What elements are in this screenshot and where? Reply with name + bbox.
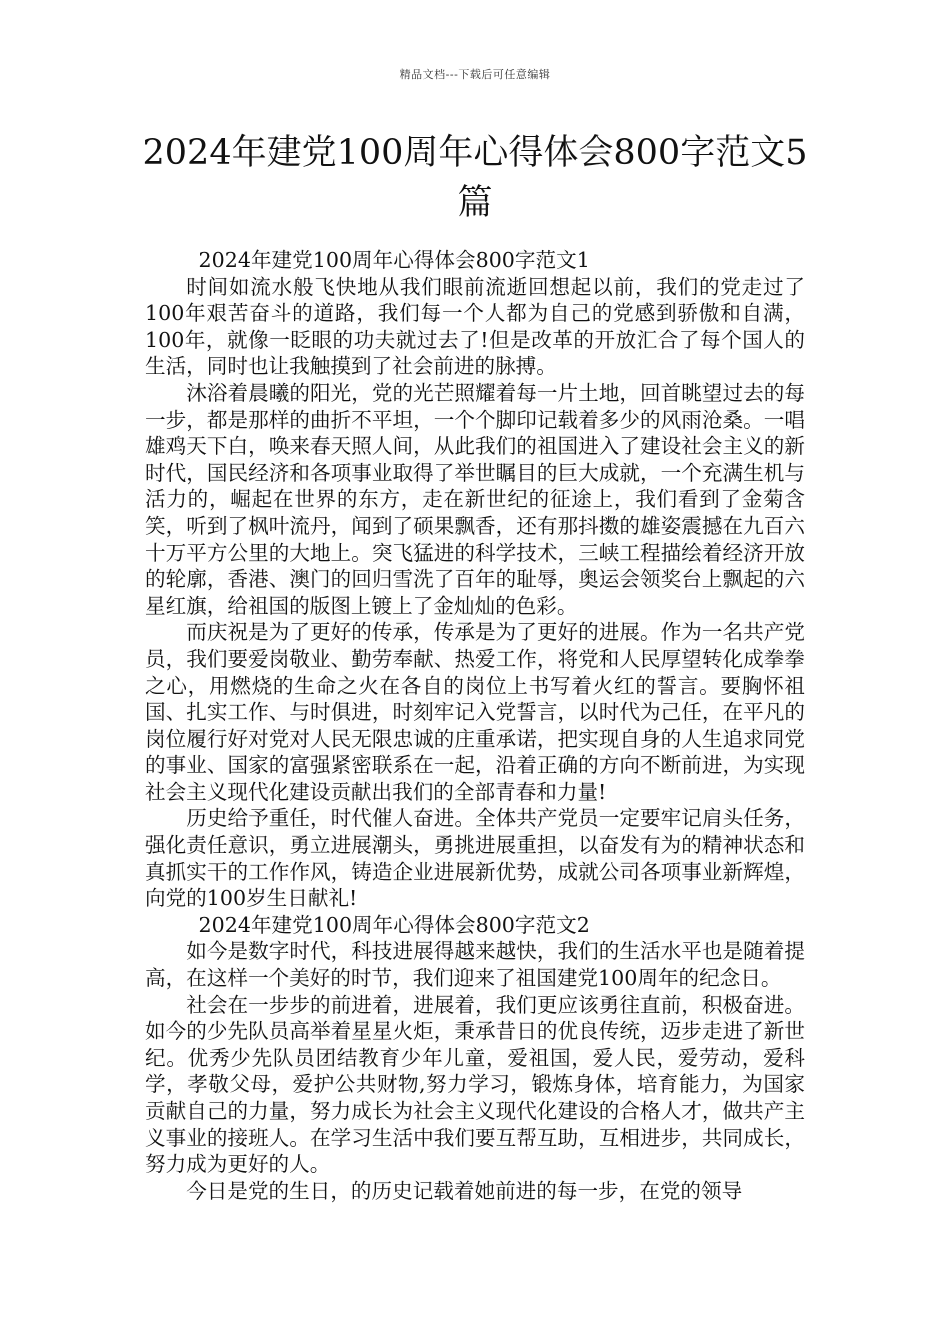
paragraph: 而庆祝是为了更好的传承，传承是为了更好的进展。作为一名共产党员，我们要爱岗敬业、勤劳奉献、热爱工作，将党和人民厚望转化成拳拳之心，用燃烧的生命之火在各自的岗位上书写着火红的誓言。要胸怀祖国、扎实工作、与时俱进，时刻牢记入党誓言，以时代为己任，在平凡的岗位履行好对党对人民无限忠诚的庄重承诺，把实现自身的人生追求同党的事业、国家的富强紧密联系在一起，沿着正确的方向不断前进，为实现社会主义现代化建设贡献出我们的全部青春和力量! [145, 620, 805, 804]
document-title: 2024年建党100周年心得体会800字范文5篇 [142, 133, 808, 223]
paragraph: 历史给予重任，时代催人奋进。全体共产党员一定要牢记肩头任务，强化责任意识，勇立进展潮头，勇挑进展重担，以奋发有为的精神状态和真抓实干的工作作风，铸造企业进展新优势，成就公司各项事业新辉煌，向党的100岁生日献礼! [145, 806, 805, 911]
section-title: 2024年建党100周年心得体会800字范文2 [198, 912, 590, 937]
paragraph: 时间如流水般飞快地从我们眼前流逝回想起以前，我们的党走过了100年艰苦奋斗的道路，我们每一个人都为自己的党感到骄傲和自满，100年，就像一眨眼的功夫就过去了!但是改革的开放汇合了每个国人的生活，同时也让我触摸到了社会前进的脉搏。 [145, 274, 805, 379]
paragraph: 社会在一步步的前进着，进展着，我们更应该勇往直前，积极奋进。如今的少先队员高举着星星火炬，秉承昔日的优良传统，迈步走进了新世纪。优秀少先队员团结教育少年儿童，爱祖国，爱人民，爱劳动，爱科学，孝敬父母，爱护公共财物,努力学习，锻炼身体，培育能力，为国家贡献自己的力量，努力成长为社会主义现代化建设的合格人才，做共产主义事业的接班人。在学习生活中我们要互帮互助，互相进步，共同成长，努力成为更好的人。 [145, 992, 805, 1177]
paragraph: 今日是党的生日，的历史记载着她前进的每一步，在党的领导 [186, 1178, 743, 1203]
document-body [145, 247, 805, 1204]
header-note: 精品文档---下载后可任意编辑 [399, 68, 551, 81]
paragraph: 沐浴着晨曦的阳光，党的光芒照耀着每一片土地，回首眺望过去的每一步，都是那样的曲折不平坦，一个个脚印记载着多少的风雨沧桑。一唱雄鸡天下白，唤来春天照人间，从此我们的祖国进入了建设社会主义的新时代，国民经济和各项事业取得了举世瞩目的巨大成就，一个充满生机与活力的，崛起在世界的东方，走在新世纪的征途上，我们看到了金菊含笑，听到了枫叶流丹，闻到了硕果飘香，还有那抖擞的雄姿震撼在九百六十万平方公里的大地上。突飞猛进的科学技术，三峡工程描绘着经济开放的轮廓，香港、澳门的回归雪洗了百年的耻辱，奥运会领奖台上飘起的六星红旗，给祖国的版图上镀上了金灿灿的色彩。 [145, 380, 805, 618]
paragraph: 如今是数字时代，科技进展得越来越快，我们的生活水平也是随着提高，在这样一个美好的时节，我们迎来了祖国建党100周年的纪念日。 [145, 939, 805, 991]
section-title: 2024年建党100周年心得体会800字范文1 [198, 248, 590, 272]
